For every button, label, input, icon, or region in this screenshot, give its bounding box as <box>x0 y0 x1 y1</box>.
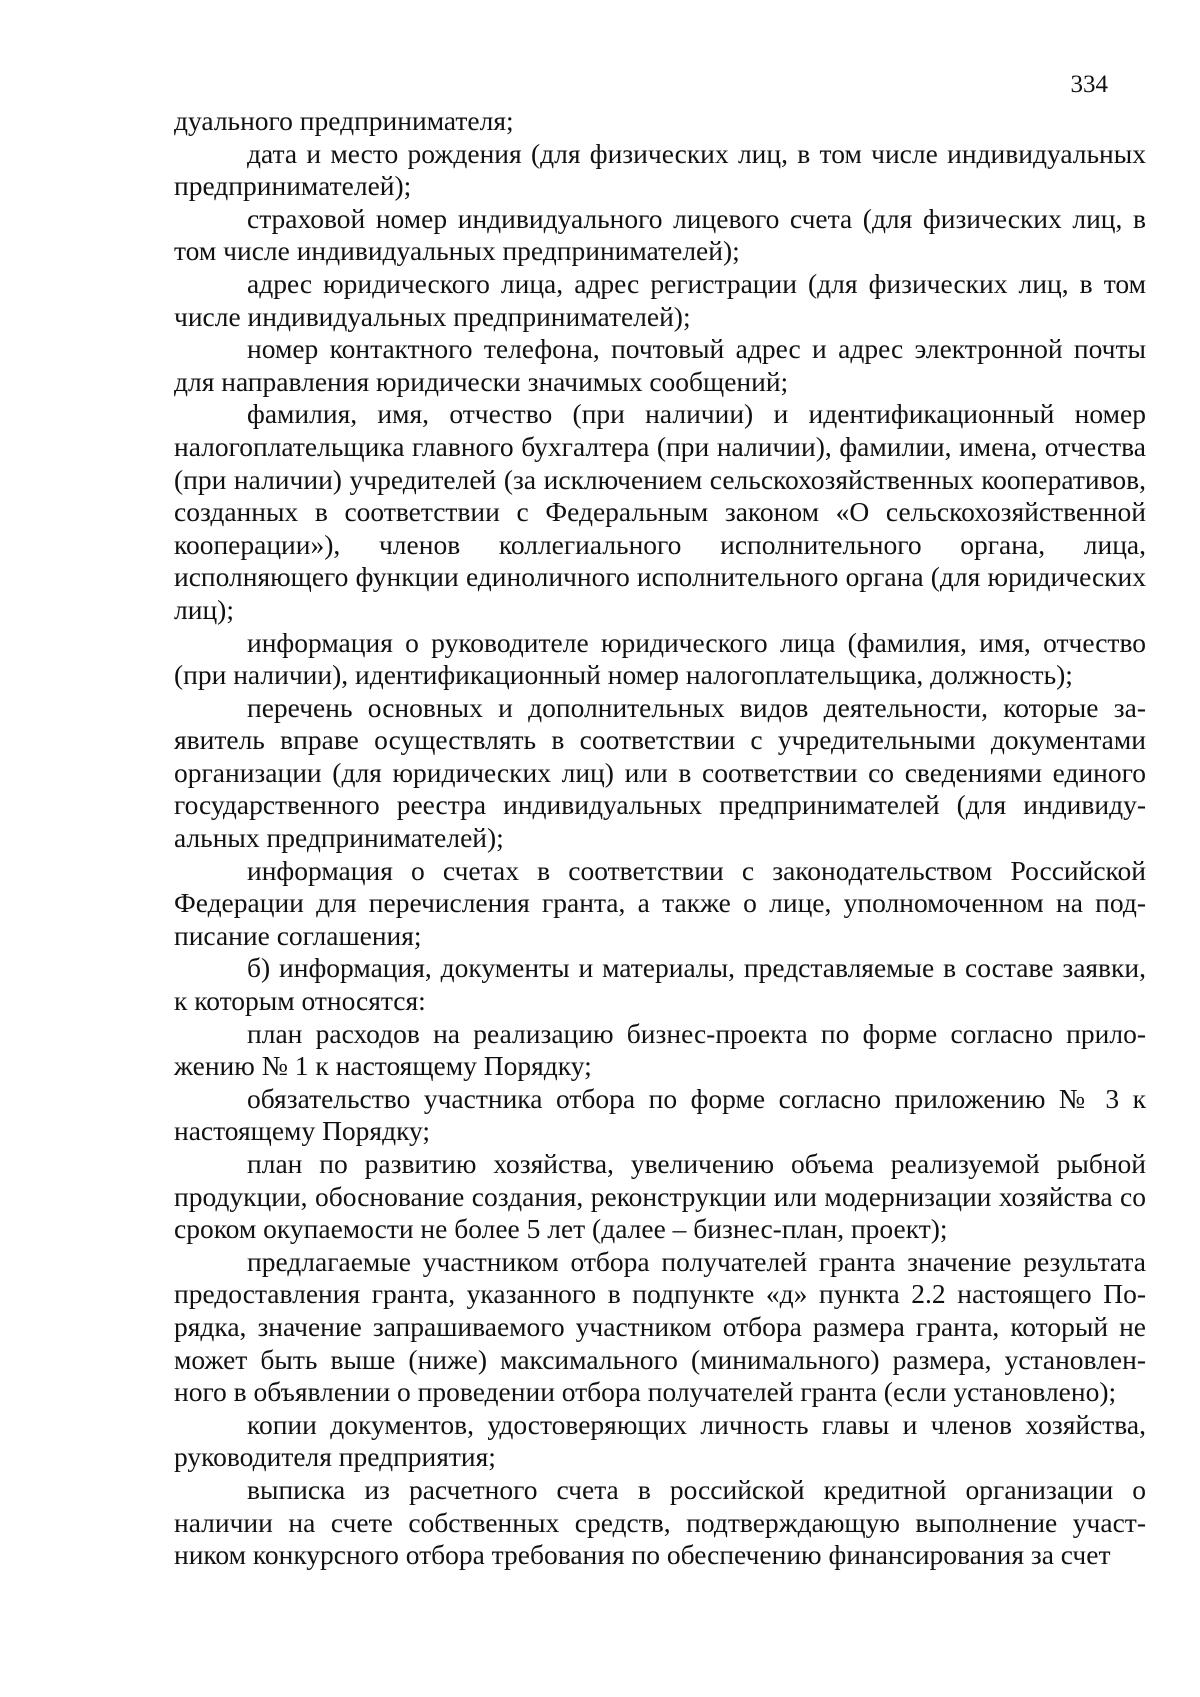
page-number: 334 <box>1070 71 1108 98</box>
paragraph-id-copies: копии документов, удостоверяющих личность главы и членов хозяйства, руководителя предприятия; <box>174 1408 1146 1473</box>
paragraph-accountant-founders: фамилия, имя, отчество (при наличии) и идентификационный номер налогоплательщика главного бухгалтера (при наличии), фамилии, имена, отчества (при наличии) учредителей (за исключением сельскохозяйственных кооперативов, созданных в соответствии с Федеральным законом «О сельскохозяйственной кооперации»), членов коллегиального исполнительного органа, лица, исполняющего функции единоличного исполнительного органа (для юридических лиц); <box>174 398 1146 625</box>
paragraph-continuation: дуального предпринимателя; <box>174 105 514 136</box>
paragraph-birth-date: дата и место рождения (для физических лиц, в том числе индивидуальных предпринимателей); <box>174 137 1146 202</box>
paragraph-grant-result: предлагаемые участником отбора получателей гранта значение результата предоставления гранта, указанного в подпункте «д» пункта 2.2 настоящего Порядка, значение запрашиваемого участником отбора размера гранта, который не может быть выше (ниже) максимального (минимального) размера, установленного в объявлении о проведении отбора получателей гранта (если установлено); <box>174 1245 1146 1408</box>
paragraph-section-b: б) информация, документы и материалы, представляемые в составе заявки, к которым относятся: <box>174 952 1146 1017</box>
paragraph-activities: перечень основных и дополнительных видов деятельности, которые заявитель вправе осуществлять в соответствии с учредительными документами организации (для юридических лиц) или в соответствии со сведениями единого государственного реестра индивидуальных предпринимателей (для индивидуальных предпринимателей); <box>174 691 1146 854</box>
paragraph-business-plan: план по развитию хозяйства, увеличению объема реализуемой рыбной продукции, обоснование создания, реконструкции или модернизации хозяйства со сроком окупаемости не более 5 лет (далее – бизнес-план, проект); <box>174 1148 1146 1245</box>
document-body <box>174 105 1146 1572</box>
paragraph-address: адрес юридического лица, адрес регистрации (для физических лиц, в том числе индивидуальных предпринимателей); <box>174 267 1146 332</box>
paragraph-bank-statement: выписка из расчетного счета в российской кредитной организации о наличии на счете собственных средств, подтверждающую выполнение участником конкурсного отбора требования по обеспечению финансирования за счет <box>174 1473 1146 1571</box>
paragraph-director-info: информация о руководителе юридического лица (фамилия, имя, отчество (при наличии), идентификационный номер налогоплательщика, должность); <box>174 626 1146 691</box>
paragraph-expense-plan: план расходов на реализацию бизнес-проекта по форме согласно приложению № 1 к настоящему Порядку; <box>174 1017 1146 1082</box>
paragraph-insurance-number: страховой номер индивидуального лицевого счета (для физических лиц, в том числе индивидуальных предпринимателей); <box>174 202 1146 267</box>
paragraph-contacts: номер контактного телефона, почтовый адрес и адрес электронной почты для направления юридически значимых сообщений; <box>174 333 1146 397</box>
paragraph-bank-accounts: информация о счетах в соответствии с законодательством Российской Федерации для перечисления гранта, а также о лице, уполномоченном на подписание соглашения; <box>174 854 1146 951</box>
paragraph-obligation: обязательство участника отбора по форме согласно приложению № 3 к настоящему Порядку; <box>174 1082 1146 1147</box>
